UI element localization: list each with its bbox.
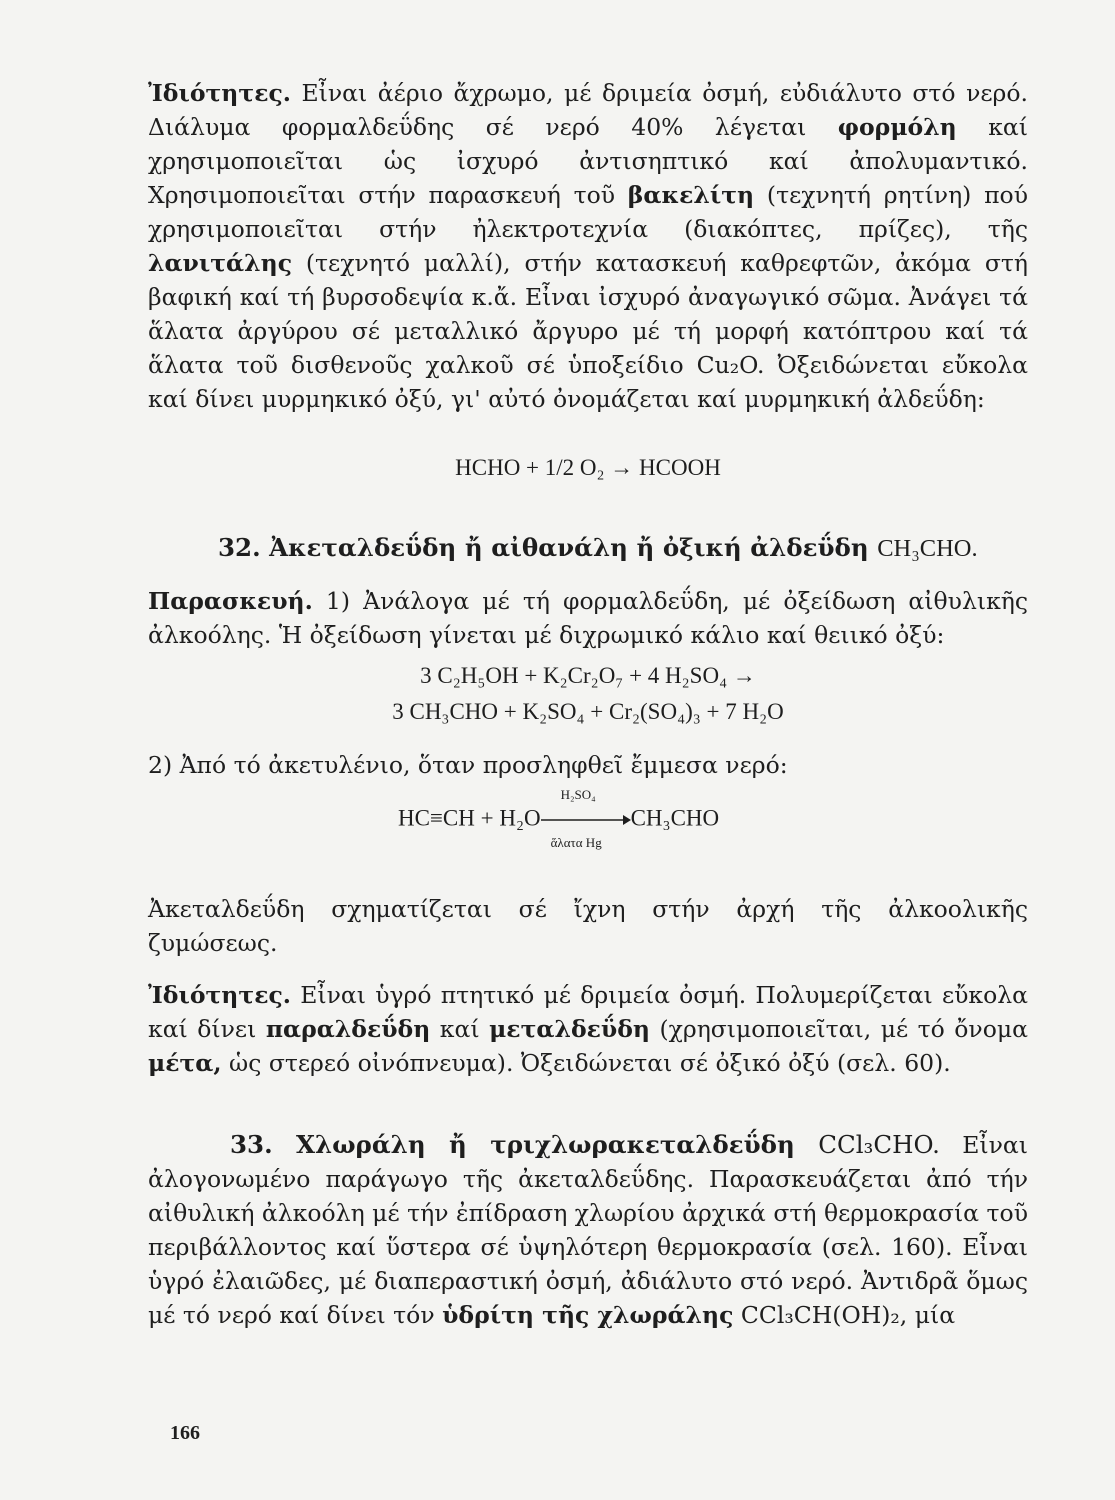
paragraph-acetylene-route: 2) Ἀπό τό ἀκετυλένιο, ὅταν προσληφθεῖ ἔμμεσα νερό: [148, 751, 788, 779]
arrow-icon [541, 813, 631, 827]
reaction-acetylene-hydration: HC≡CH + H₂O H₂SO₄ ἅλατα Hg CH₃CHO [398, 787, 720, 850]
equation-formaldehyde-oxidation: HCHO + 1/2 O₂ → HCOOH [455, 455, 721, 480]
section-heading-32: 32. Ἀκεταλδεΰδη ἤ αἰθανάλη ἤ ὀξική ἀλδεΰδη CH₃CHO. [218, 533, 978, 562]
equation-ethanol-oxidation-line2: 3 CH₃CHO + K₂SO₄ + Cr₂(SO₄)₃ + 7 H₂O [392, 699, 784, 724]
paragraph-acetaldehyde-properties: Ἰδιότητες. Εἶναι ὑγρό πτητικό μέ δριμεία ὀσμή. Πολυμερίζεται εὔκολα καί δίνει παραλδεΰδη καί μεταλδεΰδη (χρησιμοποιεῖται, μέ τό ὄνομα μέτα, ὡς στερεό οἰνόπνευμα). Ὀξειδώνεται σέ ὀξικό ὀξύ (σελ. 60). [148, 981, 1029, 1077]
page-number: 166 [170, 1422, 200, 1444]
paragraph-formaldehyde-properties: Ἰδιότητες. Εἶναι ἀέριο ἄχρωμο, μέ δριμεία ὀσμή, εὐδιάλυτο στό νερό. Διάλυμα φορμαλδεΰδης σέ νερό 40% λέγεται φορμόλη καί χρησιμοποιεῖται ὡς ἰσχυρό ἀντισηπτικό καί ἀπολυμαντικό. Χρησιμοποιεῖται στήν παρασκευή τοῦ βακελίτη (τεχνητή ρητίνη) πού χρησιμοποιεῖται στήν ἠλεκτροτεχνία (διακόπτες, πρίζες), τῆς λανιτάλης (τεχνητό μαλλί), στήν κατασκευή καθρεφτῶν, ἀκόμα στή βαφική καί τή βυρσοδεψία κ.ἄ. Εἶναι ἰσχυρό ἀναγωγικό σῶμα. Ἀνάγει τά ἅλατα ἀργύρου σέ μεταλλικό ἄργυρο μέ τή μορφή κατόπτρου καί τά ἅλατα τοῦ δισθενοῦς χαλκοῦ σέ ὑποξείδιο Cu₂O. Ὀξειδώνεται εὔκολα καί δίνει μυρμηκικό ὀξύ, γι' αὐτό ὀνομάζεται καί μυρμηκική ἀλδεΰδη: [148, 79, 1028, 413]
reaction-arrow: H₂SO₄ ἅλατα Hg [541, 805, 631, 835]
paragraph-fermentation: Ἀκεταλδεΰδη σχηματίζεται σέ ἴχνη στήν ἀρχή τῆς ἀλκοολικῆς ζυμώσεως. [148, 895, 1028, 957]
equation-ethanol-oxidation-line1: 3 C₂H₅OH + K₂Cr₂O₇ + 4 H₂SO₄ → [420, 663, 756, 688]
paragraph-preparation: Παρασκευή. 1) Ἀνάλογα μέ τή φορμαλδεΰδη, μέ ὀξείδωση αἰθυλικῆς ἀλκοόλης. Ἡ ὀξείδωση γίνεται μέ διχρωμικό κάλιο καί θειικό ὀξύ: [148, 587, 1028, 649]
paragraph-chloral: 33. Χλωράλη ἤ τριχλωρακεταλδεΰδη CCl₃CHO. Εἶναι ἀλογονωμένο παράγωγο τῆς ἀκεταλδεΰδης. Παρασκευάζεται ἀπό τήν αἰθυλική ἀλκοόλη μέ τήν ἐπίδραση χλωρίου ἀρχικά στή θερμοκρασία τοῦ περιβάλλοντος καί ὕστερα σέ ὑψηλότερη θερμοκρασία (σελ. 160). Εἶναι ὑγρό ἐλαιῶδες, μέ διαπεραστική ὀσμή, ἀδιάλυτο στό νερό. Ἀντιδρᾶ ὅμως μέ τό νερό καί δίνει τόν ὑδρίτη τῆς χλωράλης CCl₃CH(OH)₂, μία [148, 1130, 1028, 1329]
section-heading-33: 33. Χλωράλη ἤ τριχλωρακεταλδεΰδη CCl₃CHO. [230, 1130, 940, 1159]
run-in-heading: Ἰδιότητες. [148, 79, 291, 107]
